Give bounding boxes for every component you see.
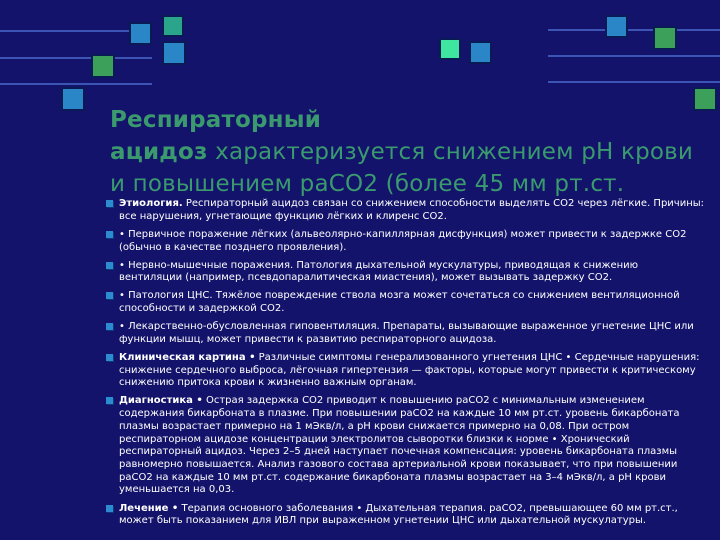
list-item-treatment xyxy=(104,503,704,528)
item-text: • Лекарственно-обусловленная гиповентиляция. Препараты, вызывающие выраженное угнетение ЦНС или функции мышц, может привести к развитию респираторного ацидоза. xyxy=(119,321,694,345)
item-heading: Клиническая картина • xyxy=(119,351,256,363)
square xyxy=(92,55,114,77)
item-text: • Патология ЦНС. Тяжёлое повреждение ствола мозга может сочетаться со снижением вентиляционной способности и задержкой СО2. xyxy=(119,290,680,315)
item-heading: Лечение • xyxy=(119,502,179,514)
item-heading: Диагностика • xyxy=(119,395,203,407)
list-item-etiology xyxy=(104,198,704,223)
title-bold-line2: ацидоз xyxy=(110,139,208,165)
list-item-lung xyxy=(104,229,704,254)
square xyxy=(606,16,627,37)
bullet-icon xyxy=(106,505,113,512)
square xyxy=(163,16,183,36)
square xyxy=(163,42,185,64)
item-text: • Нервно-мышечные поражения. Патология дыхательной мускулатуры, приводящая к снижению вентиляции (например, псевдопаралитическая миастения), может вызывать задержку СО2. xyxy=(119,259,639,284)
bullet-icon xyxy=(106,292,113,299)
square xyxy=(62,88,84,110)
item-text: Различные симптомы генерализованного угнетения ЦНС • Сердечные нарушения: снижение сердечного выброса, лёгочная гипертензия — факторы, которые могут привести к критическому снижению притока крови к жизненно важным органам. xyxy=(119,351,700,389)
content-list xyxy=(104,198,704,533)
square xyxy=(130,23,151,44)
list-item-cns xyxy=(104,290,704,315)
bullet-icon xyxy=(106,323,113,330)
square xyxy=(470,42,491,63)
decorative-squares-left xyxy=(62,16,185,110)
list-item-clinical xyxy=(104,352,704,390)
square xyxy=(654,27,676,49)
slide-title xyxy=(110,104,710,200)
item-heading: Этиология. xyxy=(119,198,183,209)
bullet-icon xyxy=(106,397,113,404)
title-rest: характеризуется снижением pH крови и повышением раСО2 (более 45 мм рт.ст. xyxy=(110,139,694,197)
item-text: • Первичное поражение лёгких (альвеолярно-капиллярная дисфункция) может привести к задержке СО2 (обычно в качестве позднего проявления). xyxy=(119,228,687,253)
item-text: Острая задержка СО2 приводит к повышению раСО2 с минимальным изменением содержания бикарбоната в плазме. При повышении раСО2 на каждые 10 мм рт.ст. уровень бикарбоната плазмы возрастает примерно на 1 мЭкв/л, а pH крови снижается примерно на 0,08. При остром респираторном ацидозе концентрации электролитов сыворотки близки к норме • Хронический респираторный ацидоз. Через 2–5 дней наступает почечная компенсация: уровень бикарбоната плазмы равномерно повышается. Анализ газового состава артериальной крови показывает, что при повышении раСО2 на каждые 10 мм рт.ст. содержание бикарбоната плазмы возрастает на 3–4 мЭкв/л, а pH крови уменьшается на 0,03. xyxy=(119,395,680,496)
item-text: Респираторный ацидоз связан со снижением способности выделять СО2 через лёгкие. Причины: все нарушения, угнетающие функцию лёгких и клиренс СО2. xyxy=(119,198,705,222)
bullet-icon xyxy=(106,262,113,269)
list-item-neuromuscular xyxy=(104,260,704,285)
list-item-diagnostics xyxy=(104,395,704,497)
item-text: Терапия основного заболевания • Дыхательная терапия. раСО2, превышающее 60 мм рт.ст., может быть показанием для ИВЛ при выраженном угнетении ЦНС или дыхательной мускулатуры. xyxy=(119,502,678,527)
square xyxy=(440,39,460,59)
list-item-drugs xyxy=(104,321,704,346)
bullet-icon xyxy=(106,200,113,207)
bullet-icon xyxy=(106,231,113,238)
bullet-icon xyxy=(106,354,113,361)
title-bold-line1: Респираторный xyxy=(110,107,322,133)
